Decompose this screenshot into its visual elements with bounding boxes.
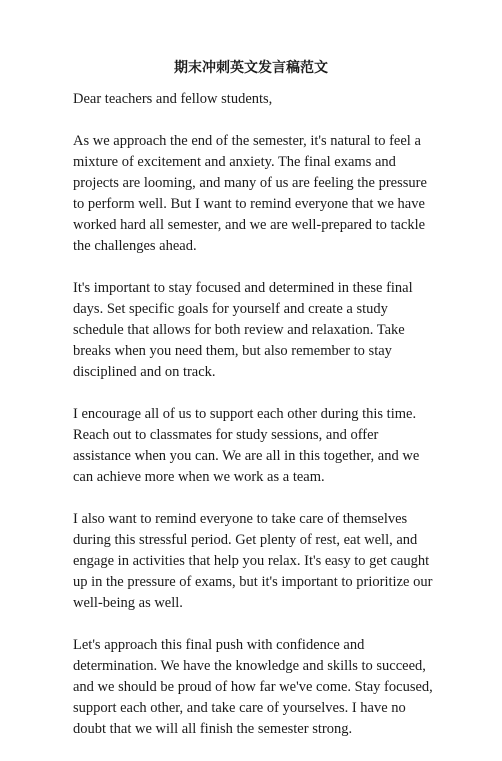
paragraph-4: I also want to remind everyone to take care of themselves during this stressful period. Get plenty of rest, eat well, and engage in activities that help you relax. It's easy to get caught up in the pressure of exams, but it's important to prioritize our well-being as well. bbox=[73, 511, 433, 611]
paragraph-2: It's important to stay focused and determined in these final days. Set specific goals for yourself and create a study schedule that allows for both review and relaxation. Take breaks when you need them, but also remember to stay disciplined and on track. bbox=[73, 280, 413, 380]
paragraph-3: I encourage all of us to support each other during this time. Reach out to classmates for study sessions, and offer assistance when you can. We are all in this together, and we can achieve more when we work as a team. bbox=[73, 406, 420, 485]
salutation: Dear teachers and fellow students, bbox=[73, 91, 273, 107]
paragraph-5: Let's approach this final push with confidence and determination. We have the knowledge and skills to succeed, and we should be proud of how far we've come. Stay focused, support each other, and take care of yourselves. I have no doubt that we will all finish the semester strong. bbox=[73, 637, 433, 737]
paragraph-1: As we approach the end of the semester, it's natural to feel a mixture of excitement and anxiety. The final exams and projects are looming, and many of us are feeling the pressure to perform well. But I want to remind everyone that we have worked hard all semester, and we are well-prepared to tackle the challenges ahead. bbox=[73, 133, 427, 254]
document-body bbox=[73, 89, 433, 761]
document-title: 期末冲刺英文发言稿范文 bbox=[174, 61, 328, 76]
